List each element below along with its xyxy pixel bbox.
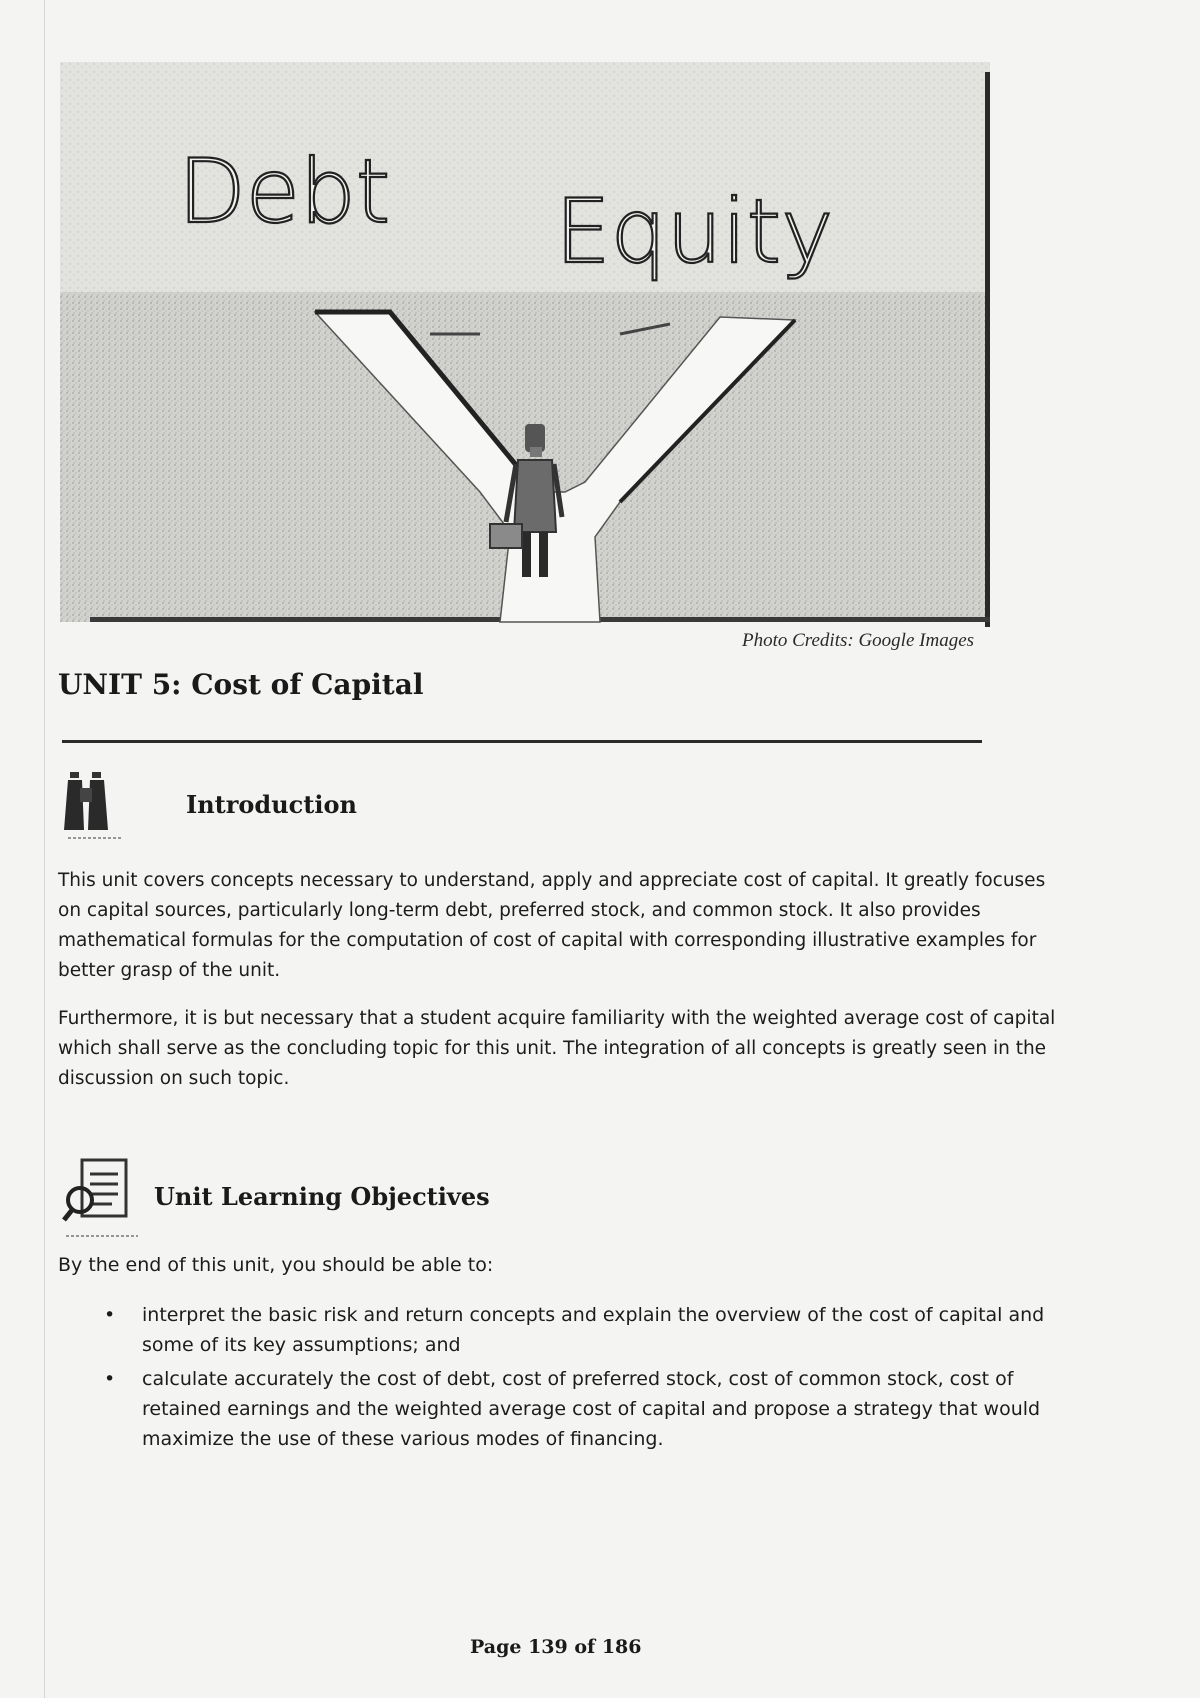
title-divider [62,740,982,743]
photo-credit: Photo Credits: Google Images [742,630,975,651]
objectives-intro: By the end of this unit, you should be able to: [58,1254,494,1276]
binoculars-icon [62,768,132,850]
introduction-heading: Introduction [186,790,357,819]
objectives-list [100,1300,1060,1458]
objectives-heading: Unit Learning Objectives [154,1182,490,1211]
briefcase-icon [490,524,522,548]
banner-image [60,62,1000,651]
objective-item: • interpret the basic risk and return concepts and explain the overview of the cost of capital and some of its key assumptions; and [100,1300,1060,1360]
intro-paragraph-1: This unit covers concepts necessary to understand, apply and appreciate cost of capital. It greatly focuses on capital sources, particularly long-term debt, preferred stock, and common stock. It also provides mathematical formulas for the computation of cost of capital with corresponding illustrative examples for better grasp of the unit. [58,870,1046,981]
banner-word-equity: Equity [555,180,834,283]
fork-road-illustration [60,62,1000,632]
objective-item: • calculate accurately the cost of debt, cost of preferred stock, cost of common stock, cost of retained earnings and the weighted average cost of capital and propose a strategy that would maximize the use of these various modes of financing. [100,1364,1060,1454]
banner-word-debt: Debt [178,140,391,243]
frame-edge-right [985,72,990,627]
intro-paragraph-2: Furthermore, it is but necessary that a student acquire familiarity with the weighted average cost of capital which shall serve as the concluding topic for this unit. The integration of all concepts is greatly seen in the discussion on such topic. [58,1008,1056,1089]
document-magnifier-icon [62,1156,142,1246]
page-number: Page 139 of 186 [470,1636,642,1658]
unit-title: UNIT 5: Cost of Capital [58,668,424,701]
page-edge [44,0,45,1698]
